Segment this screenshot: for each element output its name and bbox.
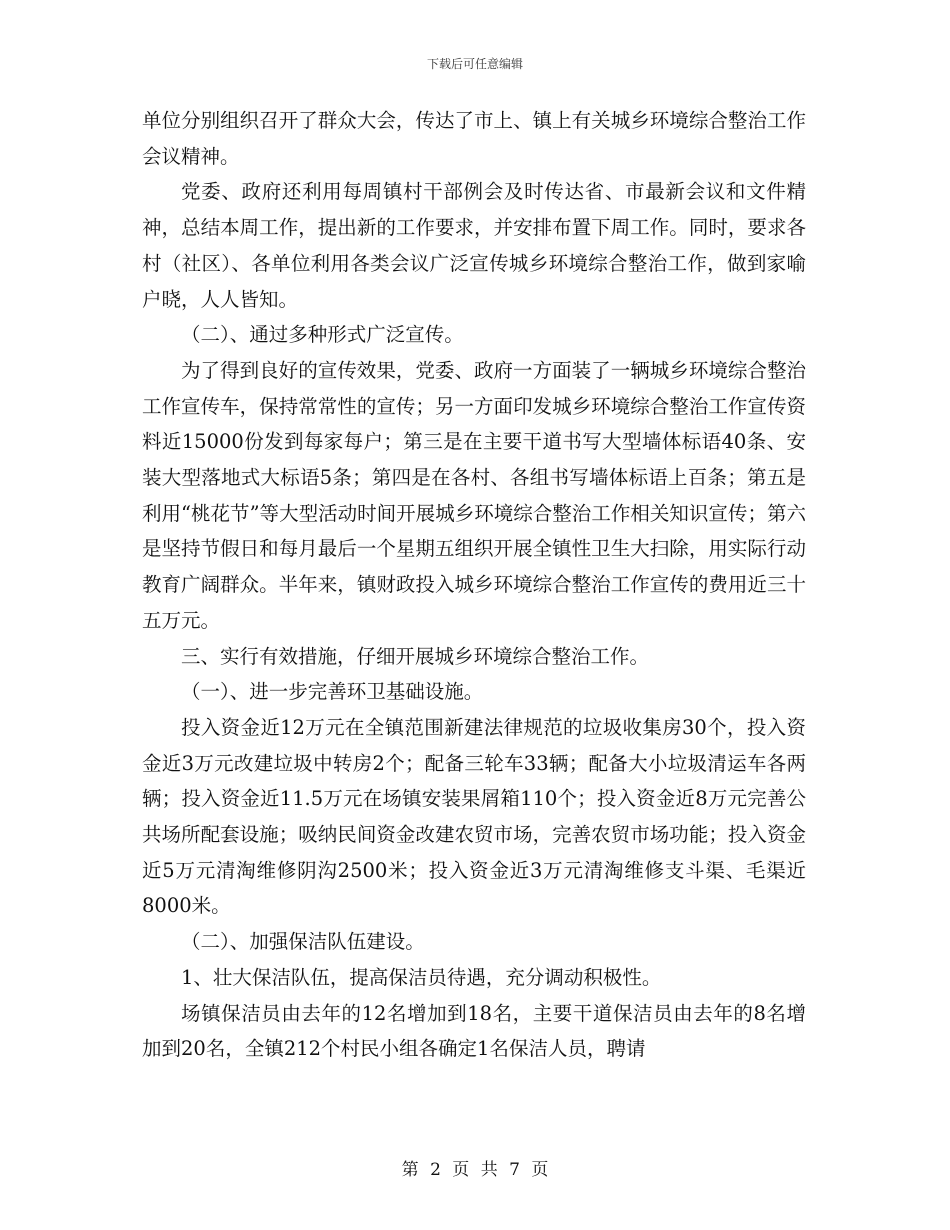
item-heading-1: 1、壮大保洁队伍，提高保洁员待遇，充分调动积极性。 xyxy=(181,965,662,989)
paragraph-1: 单位分别组织召开了群众大会，传达了市上、镇上有关城乡环境综合整治工作会议精神。 xyxy=(142,109,806,168)
page-footer: 第 2 页 共 7 页 xyxy=(401,1160,549,1180)
paragraph-2: 党委、政府还利用每周镇村干部例会及时传达省、市最新会议和文件精神，总结本周工作，提出新的工作要求，并安排布置下周工作。同时，要求各村（社区）、各单位利用各类会议广泛宣传城乡环境综合整治工作，做到家喻户晓，人人皆知。 xyxy=(142,180,806,311)
subsection-heading-1: （一）、进一步完善环卫基础设施。 xyxy=(181,680,484,704)
page-header: 下载后可任意编辑 xyxy=(426,57,523,71)
subsection-heading-2: （二）、加强保洁队伍建设。 xyxy=(181,930,425,954)
paragraph-3: 为了得到良好的宣传效果，党委、政府一方面装了一辆城乡环境综合整治工作宣传车，保持常常性的宣传；另一方面印发城乡环境综合整治工作宣传资料近15000份发到每家每户；第三是在主要干道书写大型墙体标语40条、安装大型落地式大标语5条；第四是在各村、各组书写墙体标语上百条；第五是利用“桃花节”等大型活动时间开展城乡环境综合整治工作相关知识宣传；第六是坚持节假日和每月最后一个星期五组织开展全镇性卫生大扫除，用实际行动教育广阔群众。半年来，镇财政投入城乡环境综合整治工作宣传的费用近三十五万元。 xyxy=(142,358,806,632)
section-heading-3: 三、实行有效措施，仔细开展城乡环境综合整治工作。 xyxy=(181,644,650,668)
paragraph-5: 场镇保洁员由去年的12名增加到18名，主要干道保洁员由去年的8名增加到20名，全镇212个村民小组各确定1名保洁人员，聘请 xyxy=(142,1001,806,1061)
section-heading-2: （二）、通过多种形式广泛宣传。 xyxy=(181,323,464,347)
paragraph-4: 投入资金近12万元在全镇范围新建法律规范的垃圾收集房30个，投入资金近3万元改建垃圾中转房2个；配备三轮车33辆；配备大小垃圾清运车各两辆；投入资金近11.5万元在场镇安装果屑箱110个；投入资金近8万元完善公共场所配套设施；吸纳民间资金改建农贸市场，完善农贸市场功能；投入资金近5万元清淘维修阴沟2500米；投入资金近3万元清淘维修支斗渠、毛渠近8000米。 xyxy=(142,715,806,918)
document-body xyxy=(142,103,806,1067)
